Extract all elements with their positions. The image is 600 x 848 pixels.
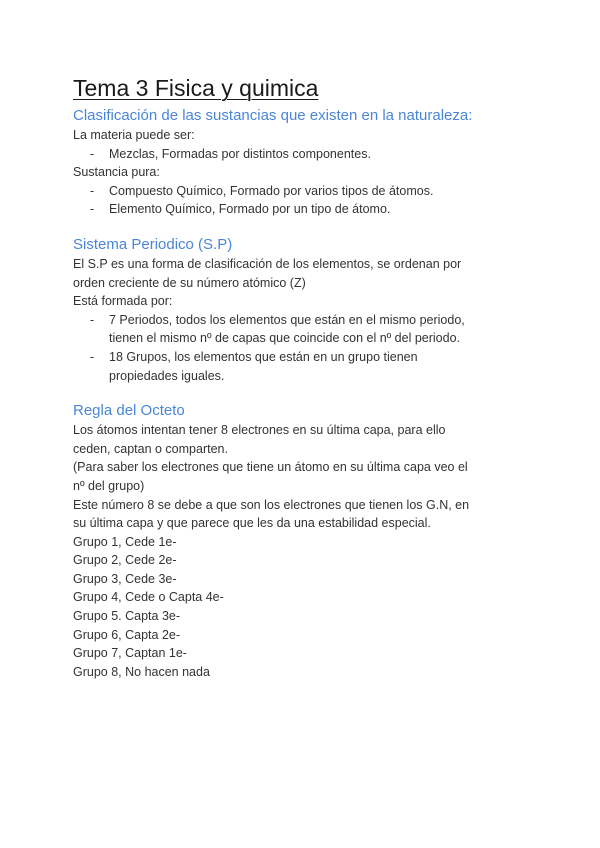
text-line: orden creciente de su número atómico (Z) <box>73 275 306 290</box>
page-title: Tema 3 Fisica y quimica <box>73 75 319 101</box>
grupo-line: Grupo 5. Capta 3e- <box>73 609 181 624</box>
list-mezclas <box>73 145 536 164</box>
list-item-text: Mezclas, Formadas por distintos componentes. <box>109 146 371 161</box>
text-line: nº del grupo) <box>73 478 145 493</box>
list-item-text: 18 Grupos, los elementos que están en un grupo tienen <box>109 349 418 364</box>
dash-bullet: - <box>90 202 95 217</box>
grupo-line: Grupo 1, Cede 1e- <box>73 534 177 549</box>
text-line: ceden, captan o comparten. <box>73 441 228 456</box>
list-item-text: tienen el mismo nº de capas que coincide con el nº del periodo. <box>109 331 461 346</box>
list-item-text: Elemento Químico, Formado por un tipo de átomo. <box>109 202 391 217</box>
list-item-text: propiedades iguales. <box>109 368 225 383</box>
heading-clasificacion: Clasificación de las sustancias que existen en la naturaleza: <box>73 107 473 124</box>
list-item <box>73 348 536 385</box>
text-line: Sustancia pura: <box>73 165 160 180</box>
heading-sistema-periodico: Sistema Periodico (S.P) <box>73 235 233 253</box>
list-item <box>73 182 536 201</box>
text-line: El S.P es una forma de clasificación de los elementos, se ordenan por <box>73 256 462 271</box>
grupo-line: Grupo 3, Cede 3e- <box>73 571 177 586</box>
dash-bullet: - <box>90 312 95 327</box>
list-item <box>73 145 536 164</box>
list-sistema <box>73 311 536 385</box>
grupo-line: Grupo 8, No hacen nada <box>73 664 210 679</box>
dash-bullet: - <box>90 146 95 161</box>
text-line: (Para saber los electrones que tiene un átomo en su última capa veo el <box>73 460 468 475</box>
text-line: Está formada por: <box>73 294 173 309</box>
dash-bullet: - <box>90 183 95 198</box>
list-item-text: 7 Periodos, todos los elementos que están en el mismo periodo, <box>109 312 465 327</box>
dash-bullet: - <box>90 349 95 364</box>
text-line: La materia puede ser: <box>73 128 195 142</box>
grupo-line: Grupo 6, Capta 2e- <box>73 627 181 642</box>
grupo-line: Grupo 2, Cede 2e- <box>73 553 177 568</box>
heading-regla-octeto: Regla del Octeto <box>73 402 185 420</box>
list-item <box>73 200 536 219</box>
grupo-line: Grupo 4, Cede o Capta 4e- <box>73 590 224 605</box>
list-sustancia-pura <box>73 182 536 219</box>
text-line: su última capa y que parece que les da una estabilidad especial. <box>73 516 431 531</box>
text-line: Este número 8 se debe a que son los electrones que tienen los G.N, en <box>73 497 470 512</box>
grupo-line: Grupo 7, Captan 1e- <box>73 646 187 661</box>
list-item-text: Compuesto Químico, Formado por varios tipos de átomos. <box>109 183 434 198</box>
list-item <box>73 311 536 348</box>
text-line: Los átomos intentan tener 8 electrones en su última capa, para ello <box>73 423 446 438</box>
